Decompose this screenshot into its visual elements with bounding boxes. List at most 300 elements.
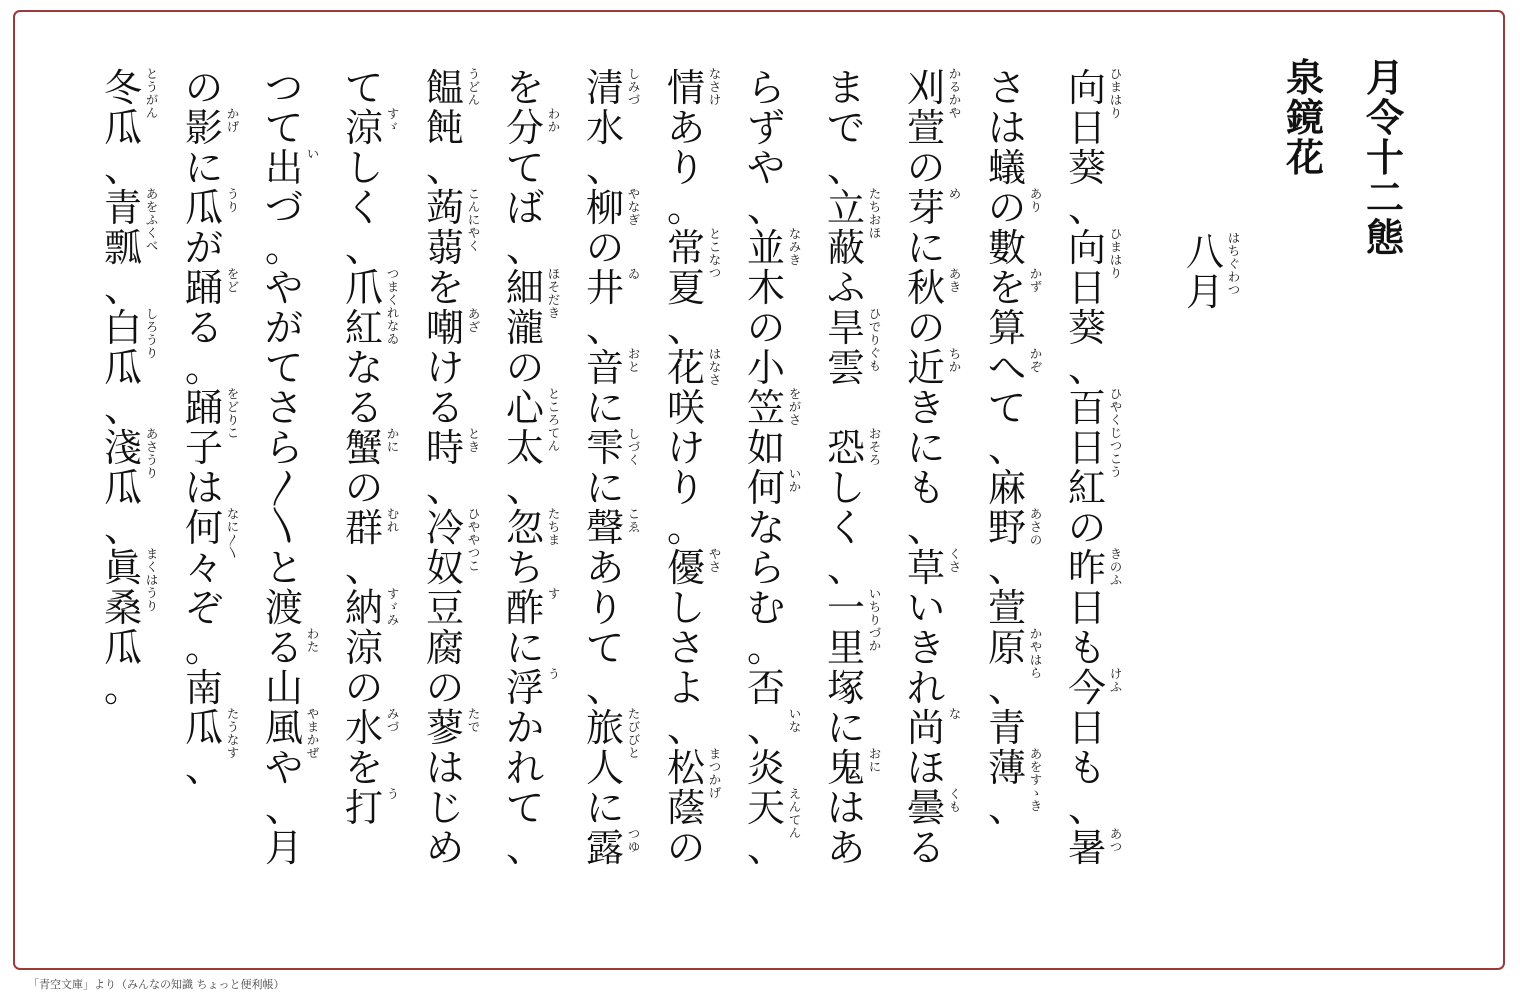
char: に [585,466,624,510]
char: 麻 [987,466,1026,510]
char: 今 け ふ [1067,666,1122,710]
char: 浮 う [505,666,560,710]
char: 、 [425,146,464,190]
ruby-annotation: み づ [386,707,399,734]
char: ず [746,106,785,150]
ruby-annotation: な [948,707,961,721]
ruby-annotation: し ろ う り [145,307,158,360]
char: 算 [987,306,1026,350]
text-column [425,66,480,870]
char: 風 や ま か ぜ [264,706,319,760]
char: 否 [746,666,785,710]
ruby-annotation: た ち お ほ [868,187,881,240]
text-column [505,66,560,870]
char: 優 や さ [666,546,721,590]
char: く [826,506,865,550]
char: ほ [906,746,945,790]
ruby-annotation: は な さ [708,347,721,387]
char: に [184,146,223,190]
char: 原 か や は ら [987,626,1042,680]
char: り [666,146,705,190]
char: り [666,466,705,510]
char: か [505,706,544,750]
ruby-annotation: ま く は う り [145,547,158,613]
char: 冬 と う が ん [103,66,158,120]
char: 。 [666,506,705,550]
ruby-annotation: あ を す ゝ き [1029,747,1042,813]
char: ま [826,66,865,110]
ruby-annotation: を ど [226,267,239,294]
char: 泉 [1285,55,1324,100]
char: 何 な に 〳 〵 [184,506,239,560]
char: 柳 や な ぎ [585,186,640,230]
char: 紅 [1067,466,1106,510]
char: や [264,746,303,790]
char: 豆 [425,586,464,630]
char: 、 [666,706,705,750]
char: に [585,786,624,830]
text-column [746,66,801,870]
text-column [103,66,158,710]
char: さ [987,66,1026,110]
char: 、 [425,466,464,510]
char: も [1067,746,1106,790]
char: 常 と こ な つ [666,226,721,280]
char: い [906,586,945,630]
char: し [666,586,705,630]
char: る [184,306,223,350]
char: 蔭 [666,786,705,830]
char: 令 [1365,95,1404,140]
char: 十 [1365,135,1404,180]
char: 、 [585,306,624,350]
char: 、 [826,146,865,190]
ruby-annotation: あ つ [1109,827,1122,854]
ruby-annotation: た う な す [226,707,239,760]
char: 瓜 う り [184,186,239,230]
char: 涼 [344,626,383,670]
ruby-annotation: を が さ [788,387,801,427]
char: ら [746,66,785,110]
char: 爪 つ ま く れ な ゐ [344,266,399,346]
ruby-annotation: い か [788,467,801,494]
ruby-annotation: と き [467,427,480,454]
ruby-annotation: こ ん に や く [467,187,480,253]
char: 數 [987,226,1026,270]
char: は [425,746,464,790]
char: の [666,826,705,870]
ruby-annotation: し み づ [627,67,640,107]
char: 、 [585,666,624,710]
char: る [906,826,945,870]
char: 薄 あ を す ゝ き [987,746,1042,813]
char: の [344,466,383,510]
char: や [746,146,785,190]
char: に [826,706,865,750]
char: の あ り [987,186,1042,230]
char: き [906,386,945,430]
char: 〵 [264,506,303,550]
char: 日 [1067,266,1106,310]
char: な [746,506,785,550]
char: 、 [103,386,142,430]
ruby-annotation: た で [467,707,480,734]
ruby-annotation: ほ そ だ き [547,267,560,320]
char: 木 [746,266,785,310]
ruby-annotation: な み き [788,227,801,267]
char: 桑 [103,586,142,630]
char: 近 ち か [906,346,961,390]
ruby-annotation: か る か や [948,67,961,120]
char: 蟻 [987,146,1026,190]
char: て [505,786,544,830]
char: 、 [987,546,1026,590]
char: し [344,146,383,190]
char: ら [746,546,785,590]
char: 月 [264,826,303,870]
char: 音 お と [585,346,640,390]
char: 細 ほ そ だ き [505,266,560,320]
ruby-annotation: め [948,187,961,201]
char: 影 か げ [184,106,239,150]
char: 太 [505,426,544,470]
char: 塚 [826,666,865,710]
char: け [666,426,705,470]
char: ふ [826,266,865,310]
char: ば [505,186,544,230]
char: 瓢 [103,226,142,270]
ruby-annotation: な に 〳 〵 [226,507,239,560]
char: 、 [505,826,544,870]
text-column [987,66,1042,830]
char: 、 [585,146,624,190]
char: の [505,346,544,390]
char: 山 [264,666,303,710]
char: 酢 す [505,586,560,630]
char: 冷 ひ や や つ こ [425,506,480,573]
char: 。 [666,186,705,230]
char: 鬼 お に [826,746,881,790]
char: の [585,226,624,270]
char: 天 え ん て ん [746,786,801,840]
char: 八 は ち ぐ わ つ [1185,230,1240,297]
char: 百 ひ や く じ つ こ う [1067,386,1122,479]
char: 、 [103,146,142,190]
ruby-annotation: を ど り こ [226,387,239,440]
page-frame [13,10,1505,970]
text-column [906,66,961,870]
char: よ [666,666,705,710]
char: 如 [746,426,785,470]
work-title [1365,55,1405,260]
text-column [184,66,239,790]
char: 井 ゐ [585,266,640,310]
char: 、 [906,506,945,550]
char: 葵 [1067,306,1106,350]
ruby-annotation: わ た [306,627,319,654]
char: で [826,106,865,150]
char: さ [264,386,303,430]
char: を か ず [987,266,1042,310]
char: る [425,386,464,430]
char: 萱 [987,586,1026,630]
char: 雫 し づ く [585,426,640,470]
ruby-annotation: し づ く [627,427,640,467]
char: 曇 く も [906,786,961,830]
char: に [505,626,544,670]
ruby-annotation: お に [868,747,881,774]
char: 渡 [264,586,303,630]
char: し [826,466,865,510]
char: 、 [344,546,383,590]
text-column [826,66,881,870]
ruby-annotation: う [547,667,560,681]
char: 群 む れ [344,506,399,550]
char: じ [425,786,464,830]
char: 、 [505,226,544,270]
char: を [425,266,464,310]
char: め [425,826,464,870]
char: 炎 [746,746,785,790]
ruby-annotation: う ど ん [467,67,480,107]
char: 蔽 [826,226,865,270]
char: 子 [184,426,223,470]
ruby-annotation: あ ざ [467,307,480,334]
char: 月 [1365,55,1404,100]
char: 花 [1285,135,1324,180]
ruby-annotation: な さ け [708,67,721,107]
char: れ [505,746,544,790]
char: 、 [987,786,1026,830]
char: 並 な み き [746,226,801,270]
source-footer: 「青空文庫」より（みんなの知識 ちょっと便利帳） [28,978,285,991]
char: 〳 [264,466,303,510]
char: る [344,386,383,430]
ruby-annotation: つ ま く れ な ゐ [386,267,399,346]
char: 踊 を ど [184,266,239,310]
ruby-annotation: い [306,147,319,161]
char: の [906,306,945,350]
ruby-annotation: と う が ん [145,67,158,120]
char: 葵 [1067,146,1106,190]
ruby-annotation: あ さ の [1029,507,1042,547]
char: 青 [987,706,1026,750]
char: 野 あ さ の [987,506,1042,550]
ruby-annotation: こ ゑ [627,507,640,534]
char: 、 [184,746,223,790]
char: あ [826,826,865,870]
char: づ [264,186,303,230]
char: 、 [264,786,303,830]
ruby-annotation: か ず [1029,267,1042,294]
char: は [826,786,865,830]
char: 嘲 あ ざ [425,306,480,350]
ruby-annotation: い な [788,707,801,734]
ruby-annotation: や ま か ぜ [306,707,319,760]
ruby-annotation: ひ や や つ こ [467,507,480,573]
text-column [344,66,399,830]
ruby-annotation: ひ で り ぐ も [868,307,881,373]
char: つ [264,66,303,110]
char [826,388,866,428]
char: 、 [746,826,785,870]
ruby-annotation: や さ [708,547,721,574]
char: 。 [746,626,785,670]
char: 咲 [666,386,705,430]
char: 恐 お そ ろ [826,426,881,470]
char: 何 い か [746,466,801,510]
char: 露 つ ゆ [585,826,640,870]
char: 草 く さ [906,546,961,590]
char: な [344,346,383,390]
char: 向 ひ ま は り [1067,66,1122,120]
char: 、 [1067,186,1106,230]
char: 蒻 [425,226,464,270]
char: 暑 あ つ [1067,826,1122,870]
char: 芽 め [906,186,961,230]
ruby-annotation: え ん て ん [788,787,801,840]
ruby-annotation: つ ゆ [627,827,640,854]
char: ら [264,426,303,470]
char: 涼 す ゞ [344,106,399,150]
char: 小 [746,346,785,390]
ruby-annotation: あ き [948,267,961,294]
char: に [906,226,945,270]
char: 心 と こ ろ て ん [505,386,560,453]
char: は [184,466,223,510]
char: 日 [1067,706,1106,750]
char: 。 [103,666,142,710]
char: 雲 [826,346,865,390]
char: 花 は な さ [666,346,721,390]
char: 刈 か る か や [906,66,961,120]
char: て [585,626,624,670]
char: を [505,66,544,110]
ruby-annotation: く さ [948,547,961,574]
ruby-annotation: か や は ら [1029,627,1042,680]
chapter-heading [1185,230,1240,314]
char: 旅 た び び と [585,706,640,760]
char: 蓼 た で [425,706,480,750]
char: て [344,66,383,110]
text-column [264,66,319,870]
ruby-annotation: か ぞ [1029,347,1042,374]
ruby-annotation: ひ や く じ つ こ う [1109,387,1122,479]
text-column [666,66,721,870]
char: き [906,626,945,670]
char: が [184,226,223,270]
char: 踊 を ど り こ [184,386,239,440]
ruby-annotation: あ さ う り [145,427,158,480]
char: 態 [1365,215,1404,260]
char: 日 [1067,426,1106,470]
ruby-annotation: か に [386,427,399,454]
char: る わ た [264,626,319,670]
ruby-annotation: あ を ふ く べ [145,187,158,253]
char: 腐 [425,626,464,670]
char: 。 [184,346,223,390]
char: が [264,306,303,350]
ruby-annotation: む れ [386,507,399,534]
char: 人 [585,746,624,790]
char: く [344,186,383,230]
char: 分 わ か [505,106,560,150]
char: の [425,666,464,710]
char: や [264,266,303,310]
char: 白 し ろ う り [103,306,158,360]
ruby-annotation: た び び と [627,707,640,760]
char: て [264,346,303,390]
char: 日 [1067,106,1106,150]
char: 青 あ を ふ く べ [103,186,158,253]
char: 秋 あ き [906,266,961,310]
char: さ [666,626,705,670]
char: 忽 た ち ま [505,506,560,550]
char: の [906,146,945,190]
char: 水 み づ [344,706,399,750]
char: 聲 こ ゑ [585,506,640,550]
char: 旱 ひ で り ぐ も [826,306,881,373]
char: 、 [344,226,383,270]
char: に [585,386,624,430]
char: 昨 き の ふ [1067,546,1122,590]
char: 蟹 か に [344,426,399,470]
ruby-annotation: あ り [1029,187,1042,214]
char: 笠 を が さ [746,386,801,430]
char: 、 [987,666,1026,710]
ruby-annotation: き の ふ [1109,547,1122,587]
char: 、 [666,306,705,350]
char: の [184,66,223,110]
char: て [264,106,303,150]
char: 、 [505,466,544,510]
ruby-annotation: ち か [948,347,961,374]
char: 立 た ち お ほ [826,186,881,240]
char: 尚 な [906,706,961,750]
char: は [987,106,1026,150]
author-name [1285,55,1325,180]
char: け [425,346,464,390]
char: 眞 ま く は う り [103,546,158,613]
char: 、 [1067,346,1106,390]
char: 瓜 [103,626,142,670]
ruby-annotation: や な ぎ [627,187,640,227]
ruby-annotation: い ち り づ か [868,587,881,653]
text-column [585,66,640,870]
ruby-annotation: た ち ま [547,507,560,547]
char: 瓜 た う な す [184,706,239,760]
char: 。 [184,626,223,670]
ruby-annotation: う [386,787,399,801]
char: あ [585,546,624,590]
char: 、 い な [746,706,801,750]
char: 月 [1185,270,1224,314]
ruby-annotation: と こ ろ て ん [547,387,560,453]
char: ぞ [184,586,223,630]
char: 打 う [344,786,399,830]
char: 。 [264,226,303,270]
char: 々 [184,546,223,590]
char: の [344,666,383,710]
char: む [746,586,785,630]
char: 情 な さ け [666,66,721,110]
char: 饂 う ど ん [425,66,480,110]
char: 向 ひ ま は り [1067,226,1122,280]
char: 、 [103,266,142,310]
ruby-annotation: ひ ま は り [1109,67,1122,120]
char: て [987,386,1026,430]
char: 二 [1365,175,1404,220]
